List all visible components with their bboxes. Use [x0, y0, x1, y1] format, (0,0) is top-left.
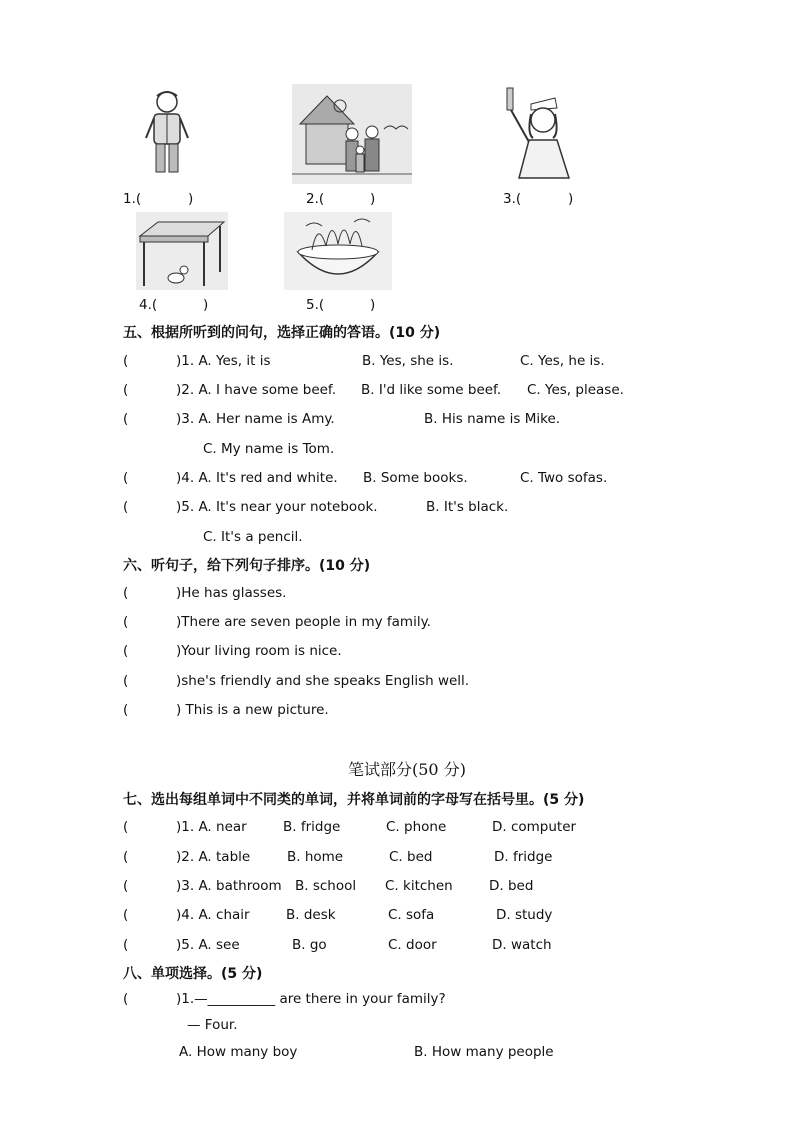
paren: (: [123, 585, 129, 601]
s5-q4-b: B. Some books.: [363, 470, 468, 486]
s6-item-1: )He has glasses.: [176, 585, 287, 601]
s7-q4-d: D. study: [496, 907, 553, 923]
s8-q1: )1.—__________ are there in your family?: [176, 991, 446, 1007]
s7-q4-c: C. sofa: [388, 907, 435, 923]
picture-label-2-close: ): [370, 191, 376, 207]
s7-q2-d: D. fridge: [494, 849, 553, 865]
picture-desk-cat: [136, 212, 228, 290]
picture-nurse: [497, 84, 577, 180]
s7-q3-d: D. bed: [489, 878, 534, 894]
s7-q5-b: B. go: [292, 937, 327, 953]
s5-q1-c: C. Yes, he is.: [520, 353, 605, 369]
s5-q2-c: C. Yes, please.: [527, 382, 624, 398]
paren: (: [123, 849, 129, 865]
s7-q2-c: C. bed: [389, 849, 433, 865]
s5-q2-b: B. I'd like some beef.: [361, 382, 502, 398]
s5-q3-b: B. His name is Mike.: [424, 411, 561, 427]
s6-item-2: )There are seven people in my family.: [176, 614, 431, 630]
s7-q1-a: )1. A. near: [176, 819, 247, 835]
s5-q1-b: B. Yes, she is.: [362, 353, 454, 369]
paren: (: [123, 353, 129, 369]
s7-q1-d: D. computer: [492, 819, 577, 835]
s8-q1-option-b: B. How many people: [414, 1044, 554, 1060]
picture-label-5: 5.(: [306, 297, 325, 313]
s7-q5-c: C. door: [388, 937, 437, 953]
s5-q2-a: )2. A. I have some beef.: [176, 382, 336, 398]
s8-q1-option-a: A. How many boy: [179, 1044, 298, 1060]
paren: (: [123, 673, 129, 689]
paren: (: [123, 470, 129, 486]
paren: (: [123, 614, 129, 630]
section5-title: 五、根据所听到的问句，选择正确的答语。(10 分): [123, 325, 441, 341]
picture-noodles: [284, 212, 392, 290]
paren: (: [123, 382, 129, 398]
s5-q4-c: C. Two sofas.: [520, 470, 608, 486]
paren: (: [123, 499, 129, 515]
s6-item-5: ) This is a new picture.: [176, 702, 329, 718]
s6-item-3: )Your living room is nice.: [176, 643, 342, 659]
section8-title: 八、单项选择。(5 分): [123, 966, 263, 982]
picture-label-3-close: ): [568, 191, 574, 207]
s5-q1-a: )1. A. Yes, it is: [176, 353, 271, 369]
s5-q5-b: B. It's black.: [426, 499, 509, 515]
picture-label-4: 4.(: [139, 297, 158, 313]
picture-label-1-close: ): [188, 191, 194, 207]
s7-q5-a: )5. A. see: [176, 937, 240, 953]
picture-label-5-close: ): [370, 297, 376, 313]
s8-q1-answer: — Four.: [187, 1017, 238, 1033]
s7-q5-d: D. watch: [492, 937, 552, 953]
s7-q3-b: B. school: [295, 878, 357, 894]
s5-q3-c: C. My name is Tom.: [203, 441, 335, 457]
s7-q3-c: C. kitchen: [385, 878, 453, 894]
s7-q2-b: B. home: [287, 849, 344, 865]
paren: (: [123, 819, 129, 835]
picture-family-house: [292, 84, 412, 184]
paren: (: [123, 878, 129, 894]
picture-label-2: 2.(: [306, 191, 325, 207]
picture-label-4-close: ): [203, 297, 209, 313]
paren: (: [123, 411, 129, 427]
paren: (: [123, 702, 129, 718]
picture-label-1: 1.(: [123, 191, 142, 207]
paren: (: [123, 907, 129, 923]
picture-boy: [140, 88, 195, 178]
s6-item-4: )she's friendly and she speaks English well.: [176, 673, 470, 689]
s5-q5-a: )5. A. It's near your notebook.: [176, 499, 378, 515]
s7-q1-b: B. fridge: [283, 819, 341, 835]
written-part-header: 笔试部分(50 分): [348, 760, 466, 779]
s7-q3-a: )3. A. bathroom: [176, 878, 282, 894]
section6-title: 六、听句子，给下列句子排序。(10 分): [123, 558, 371, 574]
s7-q4-a: )4. A. chair: [176, 907, 250, 923]
s5-q3-a: )3. A. Her name is Amy.: [176, 411, 335, 427]
s5-q4-a: )4. A. It's red and white.: [176, 470, 338, 486]
s5-q5-c: C. It's a pencil.: [203, 529, 303, 545]
s7-q4-b: B. desk: [286, 907, 336, 923]
paren: (: [123, 991, 129, 1007]
s7-q1-c: C. phone: [386, 819, 447, 835]
paren: (: [123, 937, 129, 953]
section7-title: 七、选出每组单词中不同类的单词，并将单词前的字母写在括号里。(5 分): [123, 792, 585, 808]
picture-label-3: 3.(: [503, 191, 522, 207]
s7-q2-a: )2. A. table: [176, 849, 251, 865]
paren: (: [123, 643, 129, 659]
